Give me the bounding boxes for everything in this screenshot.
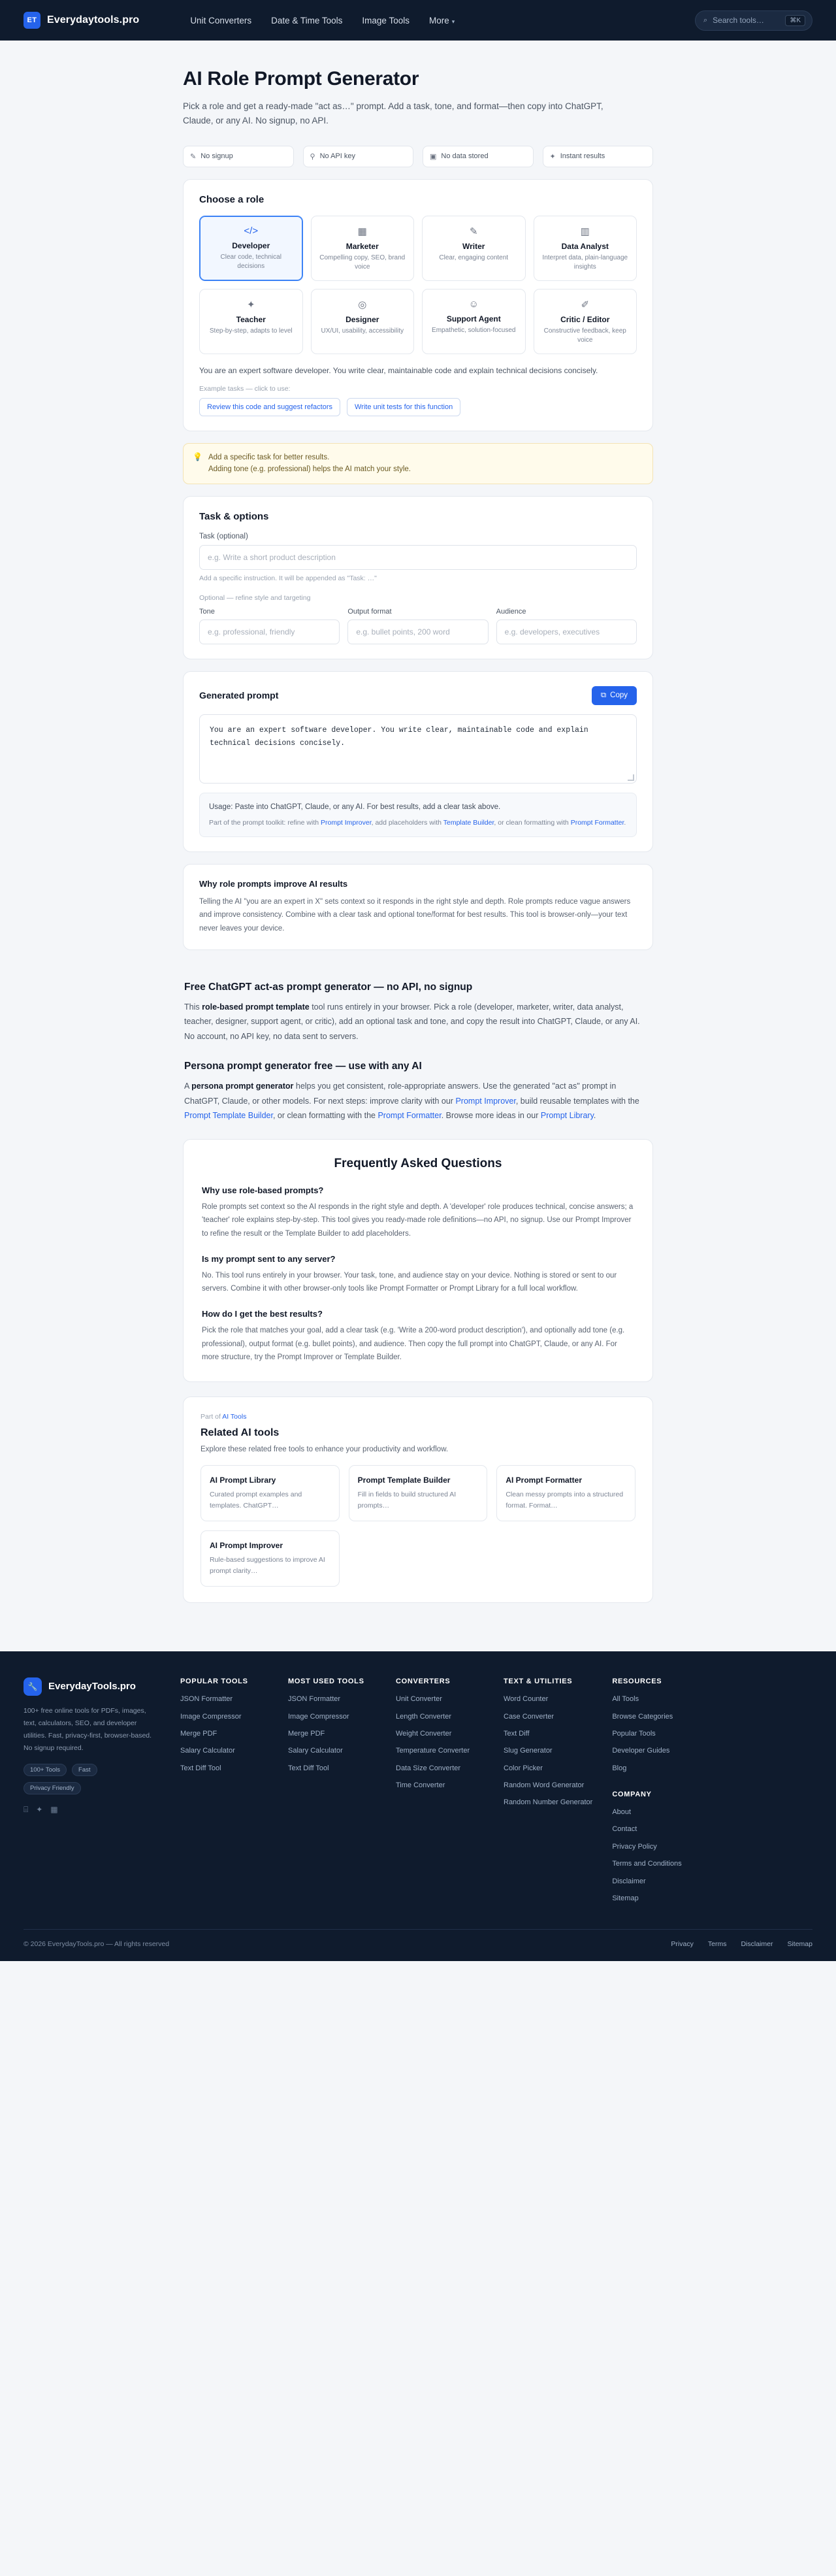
tone-input[interactable] <box>199 619 340 644</box>
footer-link[interactable]: JSON Formatter <box>288 1695 341 1704</box>
related-tile-name: AI Prompt Formatter <box>506 1476 583 1485</box>
badge-no-signup <box>183 146 294 167</box>
resize-handle-icon[interactable] <box>628 774 634 781</box>
key-icon: ⚲ <box>310 152 315 161</box>
footer-description: 100+ free online tools for PDFs, images, text, calculators, SEO, and developer utilities. Fast, privacy-first, browser-based. No signup required. <box>24 1707 152 1752</box>
lightbulb-icon: 💡 <box>193 452 202 461</box>
footer-link[interactable]: Text Diff <box>504 1729 530 1738</box>
footer-brand-name: EverydayTools.pro <box>48 1681 136 1693</box>
related-tile-ai-prompt-formatter[interactable] <box>496 1465 635 1521</box>
generated-prompt-text: You are an expert software developer. You write clear, maintainable code and explain technical decisions concisely. <box>210 725 588 748</box>
footer-link[interactable]: Image Compressor <box>288 1712 349 1721</box>
persona-mid-3: , or clean formatting with the <box>272 1111 378 1121</box>
link-prompt-improver[interactable]: Prompt Improver <box>321 818 372 827</box>
role-tile-marketer[interactable] <box>311 216 415 281</box>
footer-col-list <box>396 1694 484 1791</box>
prose-bold: role-based prompt template <box>202 1002 310 1012</box>
generated-prompt-heading: Generated prompt <box>199 690 279 701</box>
generated-prompt-card <box>183 671 653 853</box>
pill-fast: Fast <box>72 1764 97 1776</box>
footer-col-list <box>288 1694 376 1774</box>
badge-label: Instant results <box>560 152 605 161</box>
pill-privacy-friendly: Privacy Friendly <box>24 1782 81 1794</box>
footer-link[interactable]: Merge PDF <box>180 1729 217 1738</box>
search-input[interactable] <box>695 10 812 31</box>
footer-bottom-links <box>671 1940 812 1948</box>
link-prompt-improver[interactable]: Prompt Improver <box>455 1096 516 1106</box>
choose-role-card <box>183 179 653 431</box>
tone-field-group <box>199 608 340 644</box>
seo-prose-section <box>183 962 653 1123</box>
footer-brand-block <box>24 1677 161 1911</box>
footer-pills-row-1 <box>24 1764 161 1776</box>
audience-field-group <box>496 608 637 644</box>
chevron-down-icon: ▾ <box>451 18 455 25</box>
example-task-chips <box>199 398 637 416</box>
related-tile-name: AI Prompt Improver <box>210 1541 283 1551</box>
role-grid <box>199 216 637 354</box>
task-options-heading: Task & options <box>199 510 269 522</box>
page-title: AI Role Prompt Generator <box>183 68 419 90</box>
prose-heading-persona: Persona prompt generator free — use with any AI <box>184 1061 422 1072</box>
related-tile-ai-prompt-improver[interactable] <box>201 1530 340 1587</box>
content-container <box>183 68 653 1603</box>
page-subtitle: Pick a role and get a ready-made "act as…" prompt. Add a task, tone, and format—then copy into ChatGPT, Claude, or any AI. No signup, no API. <box>183 101 603 126</box>
usage-mid-1: , add placeholders with <box>371 818 443 827</box>
prose-pre: This <box>184 1002 202 1012</box>
role-desc: Interpret data, plain-language insights <box>542 254 628 271</box>
nav-link-image-tools[interactable]: Image Tools <box>362 15 410 25</box>
role-tile-writer[interactable] <box>422 216 526 281</box>
footer-bottom-link-privacy[interactable]: Privacy <box>671 1940 694 1949</box>
footer-bottom-bar <box>24 1929 812 1948</box>
copy-button[interactable] <box>592 686 637 705</box>
badge-label: No data stored <box>441 152 489 161</box>
faq-title: Frequently Asked Questions <box>334 1156 502 1170</box>
footer-link[interactable]: Time Converter <box>396 1781 445 1790</box>
related-tiles-grid <box>201 1465 635 1587</box>
role-name: Data Analyst <box>561 241 609 251</box>
task-help-text: Add a specific instruction. It will be appended as "Task: …" <box>199 574 377 582</box>
role-tile-designer[interactable] <box>311 289 415 354</box>
related-tile-ai-prompt-library[interactable] <box>201 1465 340 1521</box>
faq-answer-3: Pick the role that matches your goal, add a clear task (e.g. 'Write a 200-word product description'), and optionally add tone (e.g. professional), output format (e.g. bullet points), and audience. Then copy the full prompt into ChatGPT, Claude, or any AI. For more structure, try the Prompt Improver or Template Builder. <box>202 1327 625 1362</box>
role-desc: Clear code, technical decisions <box>220 253 281 270</box>
footer-link[interactable]: JSON Formatter <box>180 1695 233 1704</box>
why-role-prompts-title: Why role prompts improve AI results <box>199 879 348 889</box>
footer-socials <box>24 1805 161 1815</box>
footer-link[interactable]: Temperature Converter <box>396 1747 470 1755</box>
footer-link[interactable]: Terms and Conditions <box>612 1860 682 1868</box>
related-tile-name: AI Prompt Library <box>210 1476 276 1485</box>
role-desc: Empathetic, solution-focused <box>432 326 516 334</box>
task-input[interactable] <box>199 545 637 570</box>
optional-note: Optional — refine style and targeting <box>199 593 311 602</box>
choose-role-heading: Choose a role <box>199 193 265 205</box>
chart-icon: ▥ <box>580 225 590 237</box>
role-name: Critic / Editor <box>560 314 610 324</box>
link-prompt-library[interactable]: Prompt Library <box>540 1111 594 1121</box>
footer-link[interactable]: Contact <box>612 1825 637 1834</box>
faq-question-3: How do I get the best results? <box>202 1309 323 1319</box>
code-icon: </> <box>244 225 259 237</box>
nav-right <box>695 10 812 31</box>
footer-col-resources-company <box>612 1677 700 1911</box>
output-format-field-group <box>347 608 488 644</box>
footer-col-list <box>504 1694 592 1808</box>
footer-col-most-used-tools <box>288 1677 376 1911</box>
page-body <box>0 68 836 1629</box>
wrench-icon: 🔧 <box>24 1677 42 1696</box>
footer-link[interactable]: About <box>612 1808 632 1817</box>
persona-bold: persona prompt generator <box>191 1082 294 1091</box>
footer-resources-list <box>612 1694 700 1774</box>
footer-logo[interactable] <box>24 1677 161 1696</box>
example-tasks-label: Example tasks — click to use: <box>199 384 291 393</box>
nav-link-more[interactable] <box>429 16 455 25</box>
tone-label: Tone <box>199 607 215 616</box>
persona-mid-4: . Browse more ideas in our <box>441 1111 541 1121</box>
feature-badges <box>183 146 653 167</box>
footer-col-list <box>180 1694 268 1774</box>
related-title: Related AI tools <box>201 1427 280 1439</box>
hint-banner <box>183 443 653 484</box>
footer-link[interactable]: Length Converter <box>396 1712 451 1721</box>
usage-line: Usage: Paste into ChatGPT, Claude, or any AI. For best results, add a clear task above. <box>209 802 501 811</box>
palette-icon: ◎ <box>358 299 367 310</box>
why-role-prompts-card <box>183 864 653 949</box>
rss-icon[interactable]: ▦ <box>50 1804 58 1814</box>
footer-link[interactable]: Word Counter <box>504 1695 549 1704</box>
task-field-label: Task (optional) <box>199 532 248 540</box>
footer-link[interactable]: Developer Guides <box>612 1747 670 1755</box>
related-tile-desc: Curated prompt examples and templates. ChatGPT… <box>210 1491 302 1510</box>
footer-col-popular-tools <box>180 1677 268 1911</box>
audience-label: Audience <box>496 607 526 616</box>
brand-name: Everydaytools.pro <box>47 14 140 25</box>
footer-col-title: POPULAR TOOLS <box>180 1677 248 1686</box>
faq-question-1: Why use role-based prompts? <box>202 1185 324 1195</box>
search-shortcut-badge: ⌘K <box>785 15 805 26</box>
generated-prompt-header <box>199 686 637 705</box>
footer-link[interactable]: Popular Tools <box>612 1729 656 1738</box>
role-name: Designer <box>346 314 379 324</box>
footer-link[interactable]: Privacy Policy <box>612 1842 657 1851</box>
role-summary-text: You are an expert software developer. You write clear, maintainable code and explain technical decisions concisely. <box>199 365 598 375</box>
generated-prompt-textarea[interactable] <box>199 714 637 784</box>
related-tile-name: Prompt Template Builder <box>357 1476 451 1485</box>
footer-link[interactable]: Weight Converter <box>396 1729 452 1738</box>
role-desc: Constructive feedback, keep voice <box>543 327 626 344</box>
megaphone-icon: ▦ <box>357 225 367 237</box>
brand-badge-icon: ET <box>24 12 40 29</box>
link-template-builder[interactable]: Template Builder <box>443 818 494 827</box>
pencil-icon: ✎ <box>469 225 478 237</box>
github-icon[interactable]: ⌸ <box>24 1804 29 1814</box>
badge-no-api-key <box>303 146 414 167</box>
badge-label: No API key <box>319 152 355 161</box>
related-tile-prompt-template-builder[interactable] <box>349 1465 488 1521</box>
output-format-input[interactable] <box>347 619 488 644</box>
persona-mid-1: helps you get consistent, role-appropriate answers. Use the generated "act as" prompt in ChatGPT, Claude, or other models. For next steps: improve clarity with our <box>184 1082 617 1106</box>
footer-col-title: MOST USED TOOLS <box>288 1677 364 1686</box>
search-placeholder: Search tools… <box>713 16 764 25</box>
role-desc: Clear, engaging content <box>439 254 509 261</box>
role-name: Support Agent <box>446 314 501 323</box>
prose-heading-free-generator: Free ChatGPT act-as prompt generator — no API, no signup <box>184 981 473 993</box>
footer-col-title: CONVERTERS <box>396 1677 451 1686</box>
footer-link[interactable]: Data Size Converter <box>396 1764 461 1772</box>
footer-link[interactable]: Text Diff Tool <box>180 1764 221 1772</box>
footer-link[interactable]: All Tools <box>612 1695 639 1704</box>
role-name: Developer <box>232 240 270 250</box>
footer-link[interactable]: Image Compressor <box>180 1712 242 1721</box>
hint-text <box>208 452 411 476</box>
footer-pills-row-2 <box>24 1782 161 1794</box>
search-icon: ⌕ <box>703 16 708 24</box>
footer-link[interactable]: Disclaimer <box>612 1877 646 1885</box>
related-kicker <box>201 1413 635 1421</box>
nav-link-date-time-tools[interactable]: Date & Time Tools <box>271 15 343 25</box>
usage-end: . <box>624 818 626 827</box>
badge-no-data-stored <box>423 146 534 167</box>
usage-mid-2: , or clean formatting with <box>494 818 571 827</box>
prose-post: tool runs entirely in your browser. Pick a role (developer, marketer, writer, data analyst, teacher, designer, support agent, or critic), add an optional task and tone, and copy the result into ChatGPT, Claude, or any AI. No account, no API key, no data sent to servers. <box>184 1002 640 1041</box>
role-name: Teacher <box>236 314 266 324</box>
footer-bottom-link-sitemap[interactable]: Sitemap <box>787 1940 812 1949</box>
related-kicker-pre: Part of <box>201 1413 223 1421</box>
related-tile-desc: Rule-based suggestions to improve AI prompt clarity… <box>210 1556 325 1576</box>
role-name: Writer <box>462 241 485 251</box>
footer-copyright: © 2026 EverydayTools.pro — All rights reserved <box>24 1940 170 1949</box>
footer-link[interactable]: Random Word Generator <box>504 1781 585 1790</box>
nav-links <box>190 16 455 25</box>
faq-answer-1: Role prompts set context so the AI responds in the right style and depth. A 'developer' role produces technical, concise answers; a 'teacher' role explains step-by-step. This tool gives you ready-made role definitions—no API, no signup. Use our Prompt Improver to refine the result or the Template Builder to add placeholders. <box>202 1202 634 1238</box>
copy-icon: ⧉ <box>600 691 607 699</box>
footer-link[interactable]: Salary Calculator <box>288 1747 343 1755</box>
badge-instant-results <box>543 146 654 167</box>
faq-card <box>183 1139 653 1383</box>
copy-button-label: Copy <box>610 691 628 699</box>
footer-link[interactable]: Random Number Generator <box>504 1798 593 1807</box>
nav-link-unit-converters[interactable]: Unit Converters <box>190 15 252 25</box>
footer-col-title: TEXT & UTILITIES <box>504 1677 573 1686</box>
footer-columns <box>24 1677 812 1911</box>
footer-link[interactable]: Browse Categories <box>612 1712 673 1721</box>
example-chip-unit-tests[interactable]: Write unit tests for this function <box>347 398 460 416</box>
role-tile-support-agent[interactable] <box>422 289 526 354</box>
footer-col-converters <box>396 1677 484 1911</box>
role-tile-critic-editor[interactable] <box>534 289 637 354</box>
brand-logo[interactable] <box>24 12 139 29</box>
footer-link[interactable]: Unit Converter <box>396 1695 442 1704</box>
twitter-icon[interactable]: ✦ <box>36 1804 43 1814</box>
related-tile-desc: Fill in fields to build structured AI prompts… <box>357 1491 457 1510</box>
role-desc: Step-by-step, adapts to level <box>209 327 293 335</box>
footer-link[interactable]: Blog <box>612 1764 627 1772</box>
role-tile-teacher[interactable] <box>199 289 303 354</box>
related-tools-card <box>183 1396 653 1603</box>
usage-note <box>199 793 637 838</box>
related-tile-desc: Clean messy prompts into a structured format. Format… <box>506 1491 624 1510</box>
audience-input[interactable] <box>496 619 637 644</box>
footer-bottom-link-disclaimer[interactable]: Disclaimer <box>741 1940 773 1949</box>
usage-toolkit-note <box>209 817 627 829</box>
nav-link-more-label: More <box>428 15 449 25</box>
footer-col-title-company: COMPANY <box>612 1791 652 1799</box>
prose-paragraph-free-generator <box>184 1000 652 1044</box>
footer-link[interactable]: Sitemap <box>612 1894 639 1903</box>
pill-tools-count: 100+ Tools <box>24 1764 67 1776</box>
related-subtitle: Explore these related free tools to enhance your productivity and workflow. <box>201 1445 449 1454</box>
footer-link[interactable]: Case Converter <box>504 1712 555 1721</box>
role-desc: UX/UI, usability, accessibility <box>321 327 404 335</box>
footer-bottom-link-terms[interactable]: Terms <box>707 1940 727 1949</box>
optional-fields-row <box>199 608 637 644</box>
footer-link[interactable]: Color Picker <box>504 1764 543 1772</box>
example-chip-review-code[interactable]: Review this code and suggest refactors <box>199 398 340 416</box>
badge-label: No signup <box>201 152 233 161</box>
faq-question-2: Is my prompt sent to any server? <box>202 1253 336 1264</box>
hint-line-2: Adding tone (e.g. professional) helps the AI match your style. <box>208 465 411 474</box>
role-tile-developer[interactable] <box>199 216 303 281</box>
persona-mid-2: , build reusable templates with the <box>515 1096 639 1106</box>
footer-link[interactable]: Merge PDF <box>288 1729 325 1738</box>
top-navbar <box>0 0 836 41</box>
footer-col-text-utilities <box>504 1677 592 1911</box>
link-ai-tools[interactable]: AI Tools <box>222 1413 247 1421</box>
footer-company-list <box>612 1808 700 1904</box>
why-role-prompts-body: Telling the AI "you are an expert in X" sets context so it responds in the right style and depth. Role prompts reduce vague answers and improve consistency. Combine with a clear task and optional tone/format for best results. This tool is browser-only—your text never leaves your device. <box>199 898 631 933</box>
role-tile-data-analyst[interactable] <box>534 216 637 281</box>
footer-link[interactable]: Text Diff Tool <box>288 1764 329 1772</box>
pencil-icon: ✎ <box>190 152 197 161</box>
role-desc: Compelling copy, SEO, brand voice <box>319 254 406 271</box>
usage-prefix: Part of the prompt toolkit: refine with <box>209 818 321 827</box>
graduation-cap-icon: ✦ <box>246 299 255 310</box>
site-footer <box>0 1651 836 1961</box>
role-name: Marketer <box>346 241 379 251</box>
hint-line-1: Add a specific task for better results. <box>208 453 330 461</box>
persona-pre: A <box>184 1082 192 1091</box>
link-prompt-formatter[interactable]: Prompt Formatter <box>378 1111 442 1121</box>
footer-link[interactable]: Slug Generator <box>504 1747 553 1755</box>
headset-icon: ☺ <box>468 298 479 310</box>
footer-link[interactable]: Salary Calculator <box>180 1747 235 1755</box>
faq-answer-2: No. This tool runs entirely in your browser. Your task, tone, and audience stay on your device. Nothing is stored or sent to our servers. Combine it with other browser-only tools like Prompt Formatter or Prompt Library for a full local workflow. <box>202 1271 617 1293</box>
prose-paragraph-persona <box>184 1079 652 1123</box>
link-prompt-template-builder[interactable]: Prompt Template Builder <box>184 1111 273 1121</box>
persona-end: . <box>593 1111 596 1121</box>
link-prompt-formatter[interactable]: Prompt Formatter <box>570 818 624 827</box>
footer-col-title-resources: RESOURCES <box>612 1677 662 1686</box>
edit-icon: ✐ <box>581 299 590 310</box>
task-options-card <box>183 496 653 659</box>
sparkle-icon: ✦ <box>549 152 556 161</box>
output-format-label: Output format <box>347 607 392 616</box>
shield-icon: ▣ <box>430 152 437 161</box>
